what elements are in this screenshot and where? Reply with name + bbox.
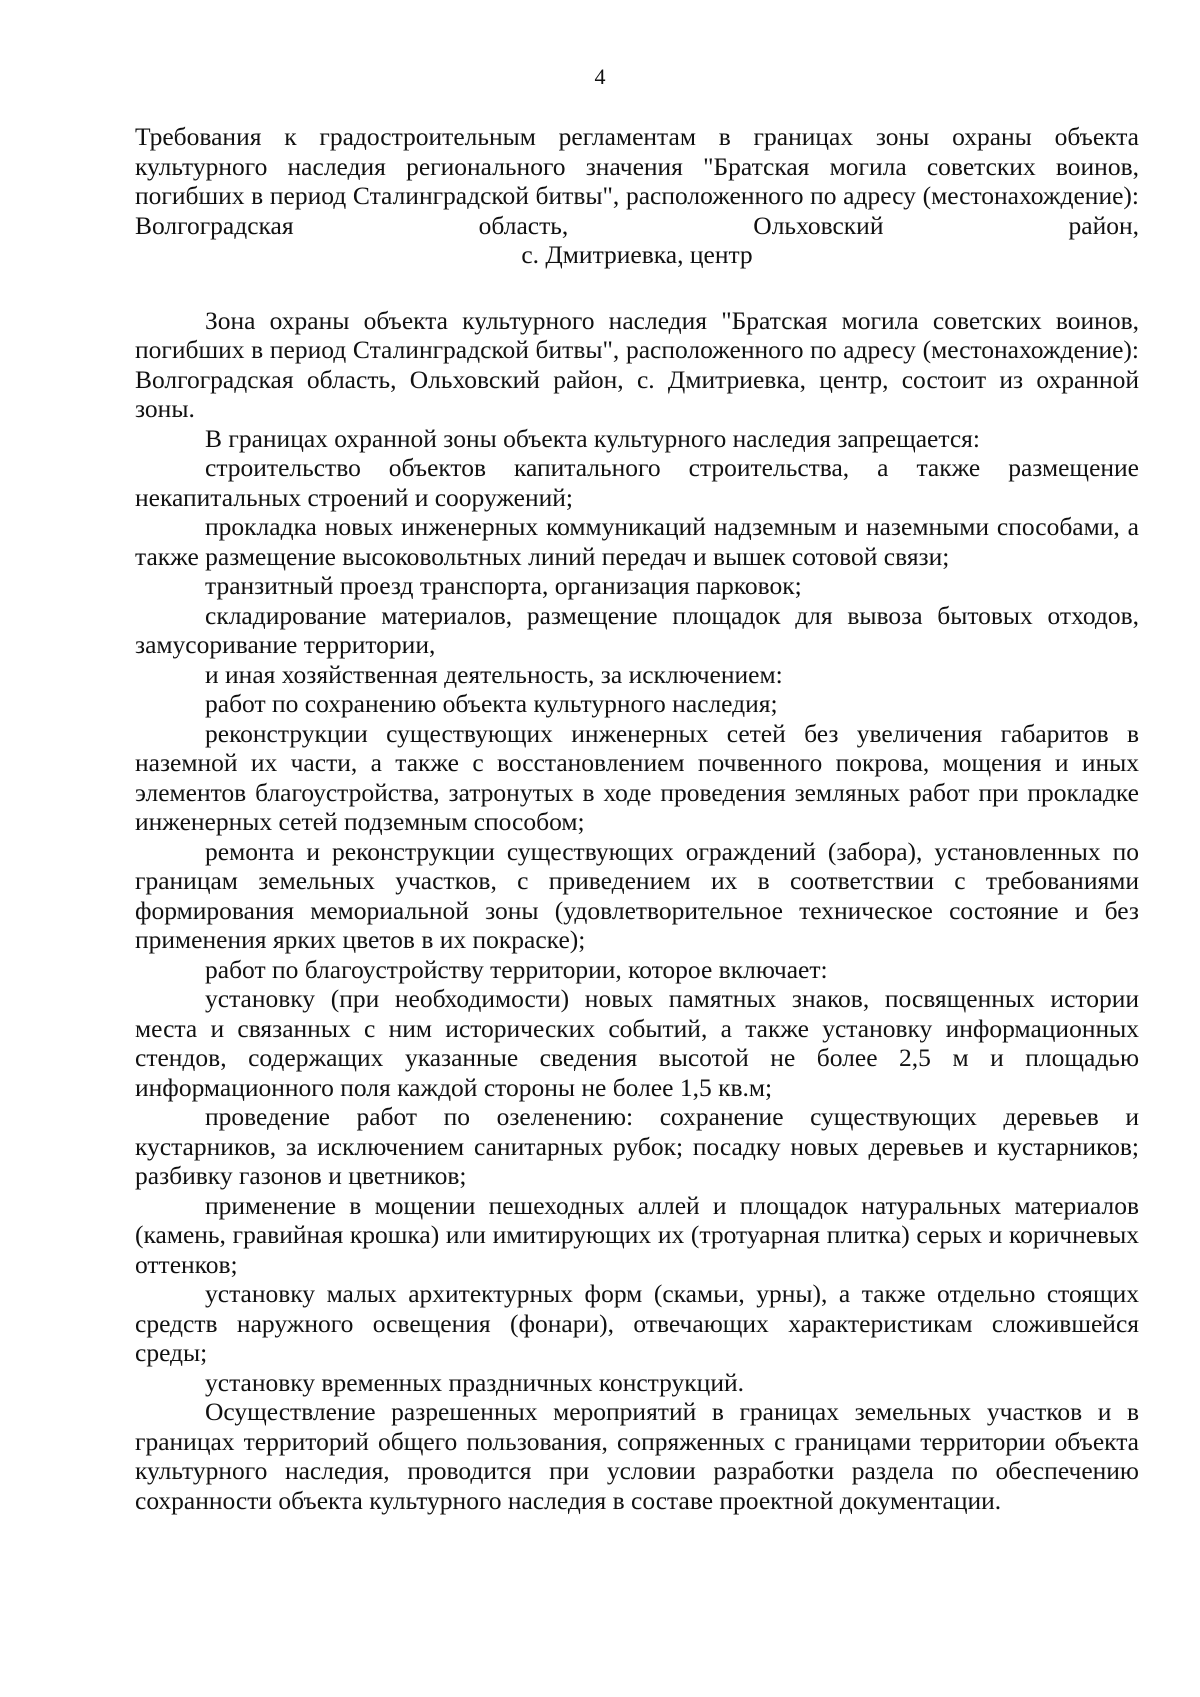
paragraph-preservation-works: работ по сохранению объекта культурного наследия; [205, 689, 778, 718]
document-body [135, 122, 1139, 1515]
document-heading-last-line: с. Дмитриевка, центр [521, 240, 753, 269]
paragraph-construction: строительство объектов капитального строительства, а также размещение некапитальных строений и сооружений; [135, 453, 1139, 512]
paragraph-exceptions-intro: и иная хозяйственная деятельность, за исключением: [205, 659, 783, 689]
paragraph-fence-repair: ремонта и реконструкции существующих ограждений (забора), установленных по границам земельных участков, с приведением их в соответствии с требованиями формирования мемориальной зоны (удовлетворительное техническое состояние и без применения ярких цветов в их покраске); [135, 836, 1139, 954]
page-number: 4 [594, 64, 606, 89]
paragraph-small-forms: установку малых архитектурных форм (скамьи, урны), а также отдельно стоящих средств наружного освещения (фонари), отвечающих характеристикам сложившейся среды; [135, 1279, 1139, 1367]
paragraph-festive-structures: установку временных праздничных конструкций. [205, 1367, 744, 1397]
paragraph-utilities: прокладка новых инженерных коммуникаций надземным и наземными способами, а также размещение высоковольтных линий передач и вышек сотовой связи; [135, 512, 1139, 571]
paragraph-storage: складирование материалов, размещение площадок для вывоза бытовых отходов, замусоривание территории, [135, 600, 1139, 659]
paragraph-prohibitions-intro: В границах охранной зоны объекта культурного наследия запрещается: [205, 423, 980, 453]
paragraph-zone-description: Зона охраны объекта культурного наследия "Братская могила советских воинов, погибших в период Сталинградской битвы", расположенного по адресу (местонахождение): Волгоградская область, Ольховский район, с. Дмитриевка, центр, состоит из охранной зоны. [135, 305, 1139, 423]
paragraph-permitted-activities: Осуществление разрешенных мероприятий в границах земельных участков и в границах территорий общего пользования, сопряженных с границами территории объекта культурного наследия, проводится при условии разработки раздела по обеспечению сохранности объекта культурного наследия в составе проектной документации. [135, 1397, 1139, 1515]
paragraph-paving: применение в мощении пешеходных аллей и площадок натуральных материалов (камень, гравийная крошка) или имитирующих их (тротуарная плитка) серых и коричневых оттенков; [135, 1190, 1139, 1279]
paragraph-landscaping-intro: работ по благоустройству территории, которое включает: [205, 954, 828, 984]
paragraph-greening: проведение работ по озеленению: сохранение существующих деревьев и кустарников, за исключением санитарных рубок; посадку новых деревьев и кустарников; разбивку газонов и цветников; [135, 1102, 1139, 1190]
document-heading: Требования к градостроительным регламентам в границах зоны охраны объекта культурного наследия регионального значения "Братская могила советских воинов, погибших в период Сталинградской битвы", расположенного по адресу (местонахождение): Волгоградская область, Ольховский район, [135, 122, 1139, 240]
paragraph-transit: транзитный проезд транспорта, организация парковок; [205, 571, 802, 600]
paragraph-memorial-signs: установку (при необходимости) новых памятных знаков, посвященных истории места и связанных с ним исторических событий, а также установку информационных стендов, содержащих указанные сведения высотой не более 2,5 м и площадью информационного поля каждой стороны не более 1,5 кв.м; [135, 984, 1139, 1102]
paragraph-network-reconstruction: реконструкции существующих инженерных сетей без увеличения габаритов в наземной их части, а также с восстановлением почвенного покрова, мощения и иных элементов благоустройства, затронутых в ходе проведения земляных работ при прокладке инженерных сетей подземным способом; [135, 718, 1139, 836]
